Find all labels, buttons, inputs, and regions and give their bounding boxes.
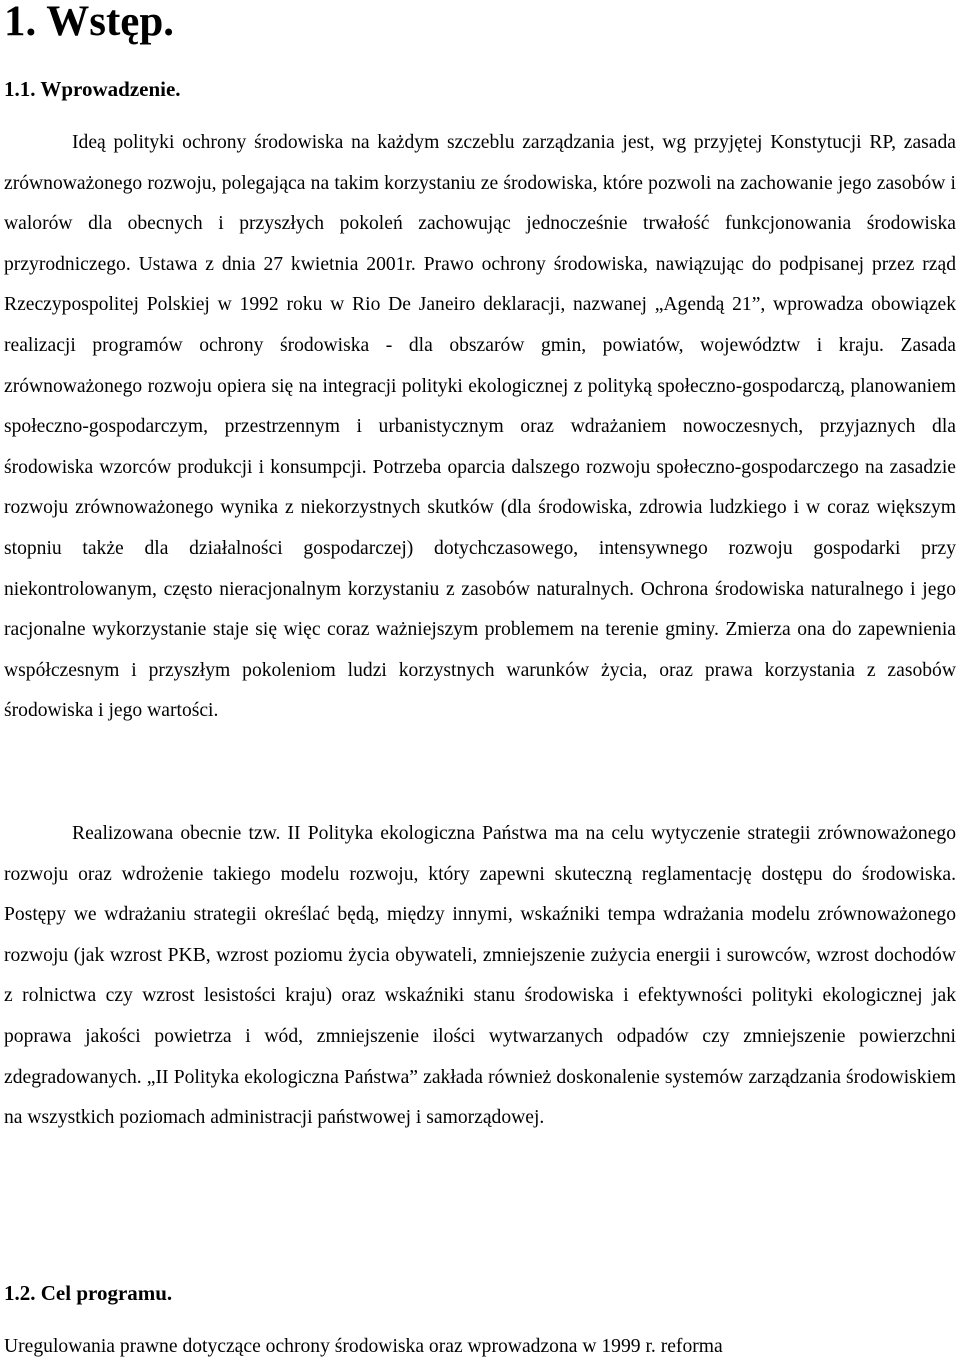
chapter-heading: 1. Wstęp. — [4, 0, 175, 45]
section-heading-program-goal: 1.2. Cel programu. — [4, 1281, 173, 1305]
section-heading-introduction: 1.1. Wprowadzenie. — [4, 77, 181, 101]
introduction-paragraph-2: Realizowana obecnie tzw. II Polityka ekologiczna Państwa ma na celu wytyczenie strategii zrównoważonego rozwoju oraz wdrożenie takiego modelu rozwoju, który zapewni skuteczną reglamentację dostępu do środowiska. Postępy we wdrażaniu strategii określać będą, między innymi, wskaźniki tempa wdrażania modelu zrównoważonego rozwoju (jak wzrost PKB, wzrost poziomu życia obywateli, zmniejszenie zużycia energii i surowców, wzrost dochodów z rolnictwa czy wzrost lesistości kraju) oraz wskaźniki stanu środowiska i efektywności polityki ekologicznej jak poprawa jakości powietrza i wód, zmniejszenie ilości wytwarzanych odpadów czy zmniejszenie powierzchni zdegradowanych. „II Polityka ekologiczna Państwa” zakłada również doskonalenie systemów zarządzania środowiskiem na wszystkich poziomach administracji państwowej i samorządowej. — [4, 823, 956, 1129]
program-goal-paragraph-start: Uregulowania prawne dotyczące ochrony środowiska oraz wprowadzona w 1999 r. reforma — [4, 1336, 723, 1357]
introduction-paragraph-1: Ideą polityki ochrony środowiska na każdym szczeblu zarządzania jest, wg przyjętej Konstytucji RP, zasada zrównoważonego rozwoju, polegająca na takim korzystaniu ze środowiska, które pozwoli na zachowanie jego zasobów i walorów dla obecnych i przyszłych pokoleń zachowując jednocześnie trwałość funkcjonowania środowiska przyrodniczego. Ustawa z dnia 27 kwietnia 2001r. Prawo ochrony środowiska, nawiązując do podpisanej przez rząd Rzeczypospolitej Polskiej w 1992 roku w Rio De Janeiro deklaracji, nazwanej „Agendą 21”, wprowadza obowiązek realizacji programów ochrony środowiska - dla obszarów gmin, powiatów, województw i kraju. Zasada zrównoważonego rozwoju opiera się na integracji polityki ekologicznej z polityką społeczno-gospodarczą, planowaniem społeczno-gospodarczym, przestrzennym i urbanistycznym oraz wdrażaniem nowoczesnych, przyjaznych dla środowiska wzorców produkcji i konsumpcji. Potrzeba oparcia dalszego rozwoju społeczno-gospodarczego na zasadzie rozwoju zrównoważonego wynika z niekorzystnych skutków (dla środowiska, zdrowia ludzkiego i w coraz większym stopniu także dla działalności gospodarczej) dotychczasowego, intensywnego rozwoju gospodarki przy niekontrolowanym, często nieracjonalnym korzystaniu z zasobów naturalnych. Ochrona środowiska naturalnego i jego racjonalne wykorzystanie staje się więc coraz ważniejszym problemem na terenie gminy. Zmierza ona do zapewnienia współczesnym i przyszłym pokoleniom ludzi korzystnych warunków życia, oraz prawa korzystania z zasobów środowiska i jego wartości. — [4, 132, 956, 722]
